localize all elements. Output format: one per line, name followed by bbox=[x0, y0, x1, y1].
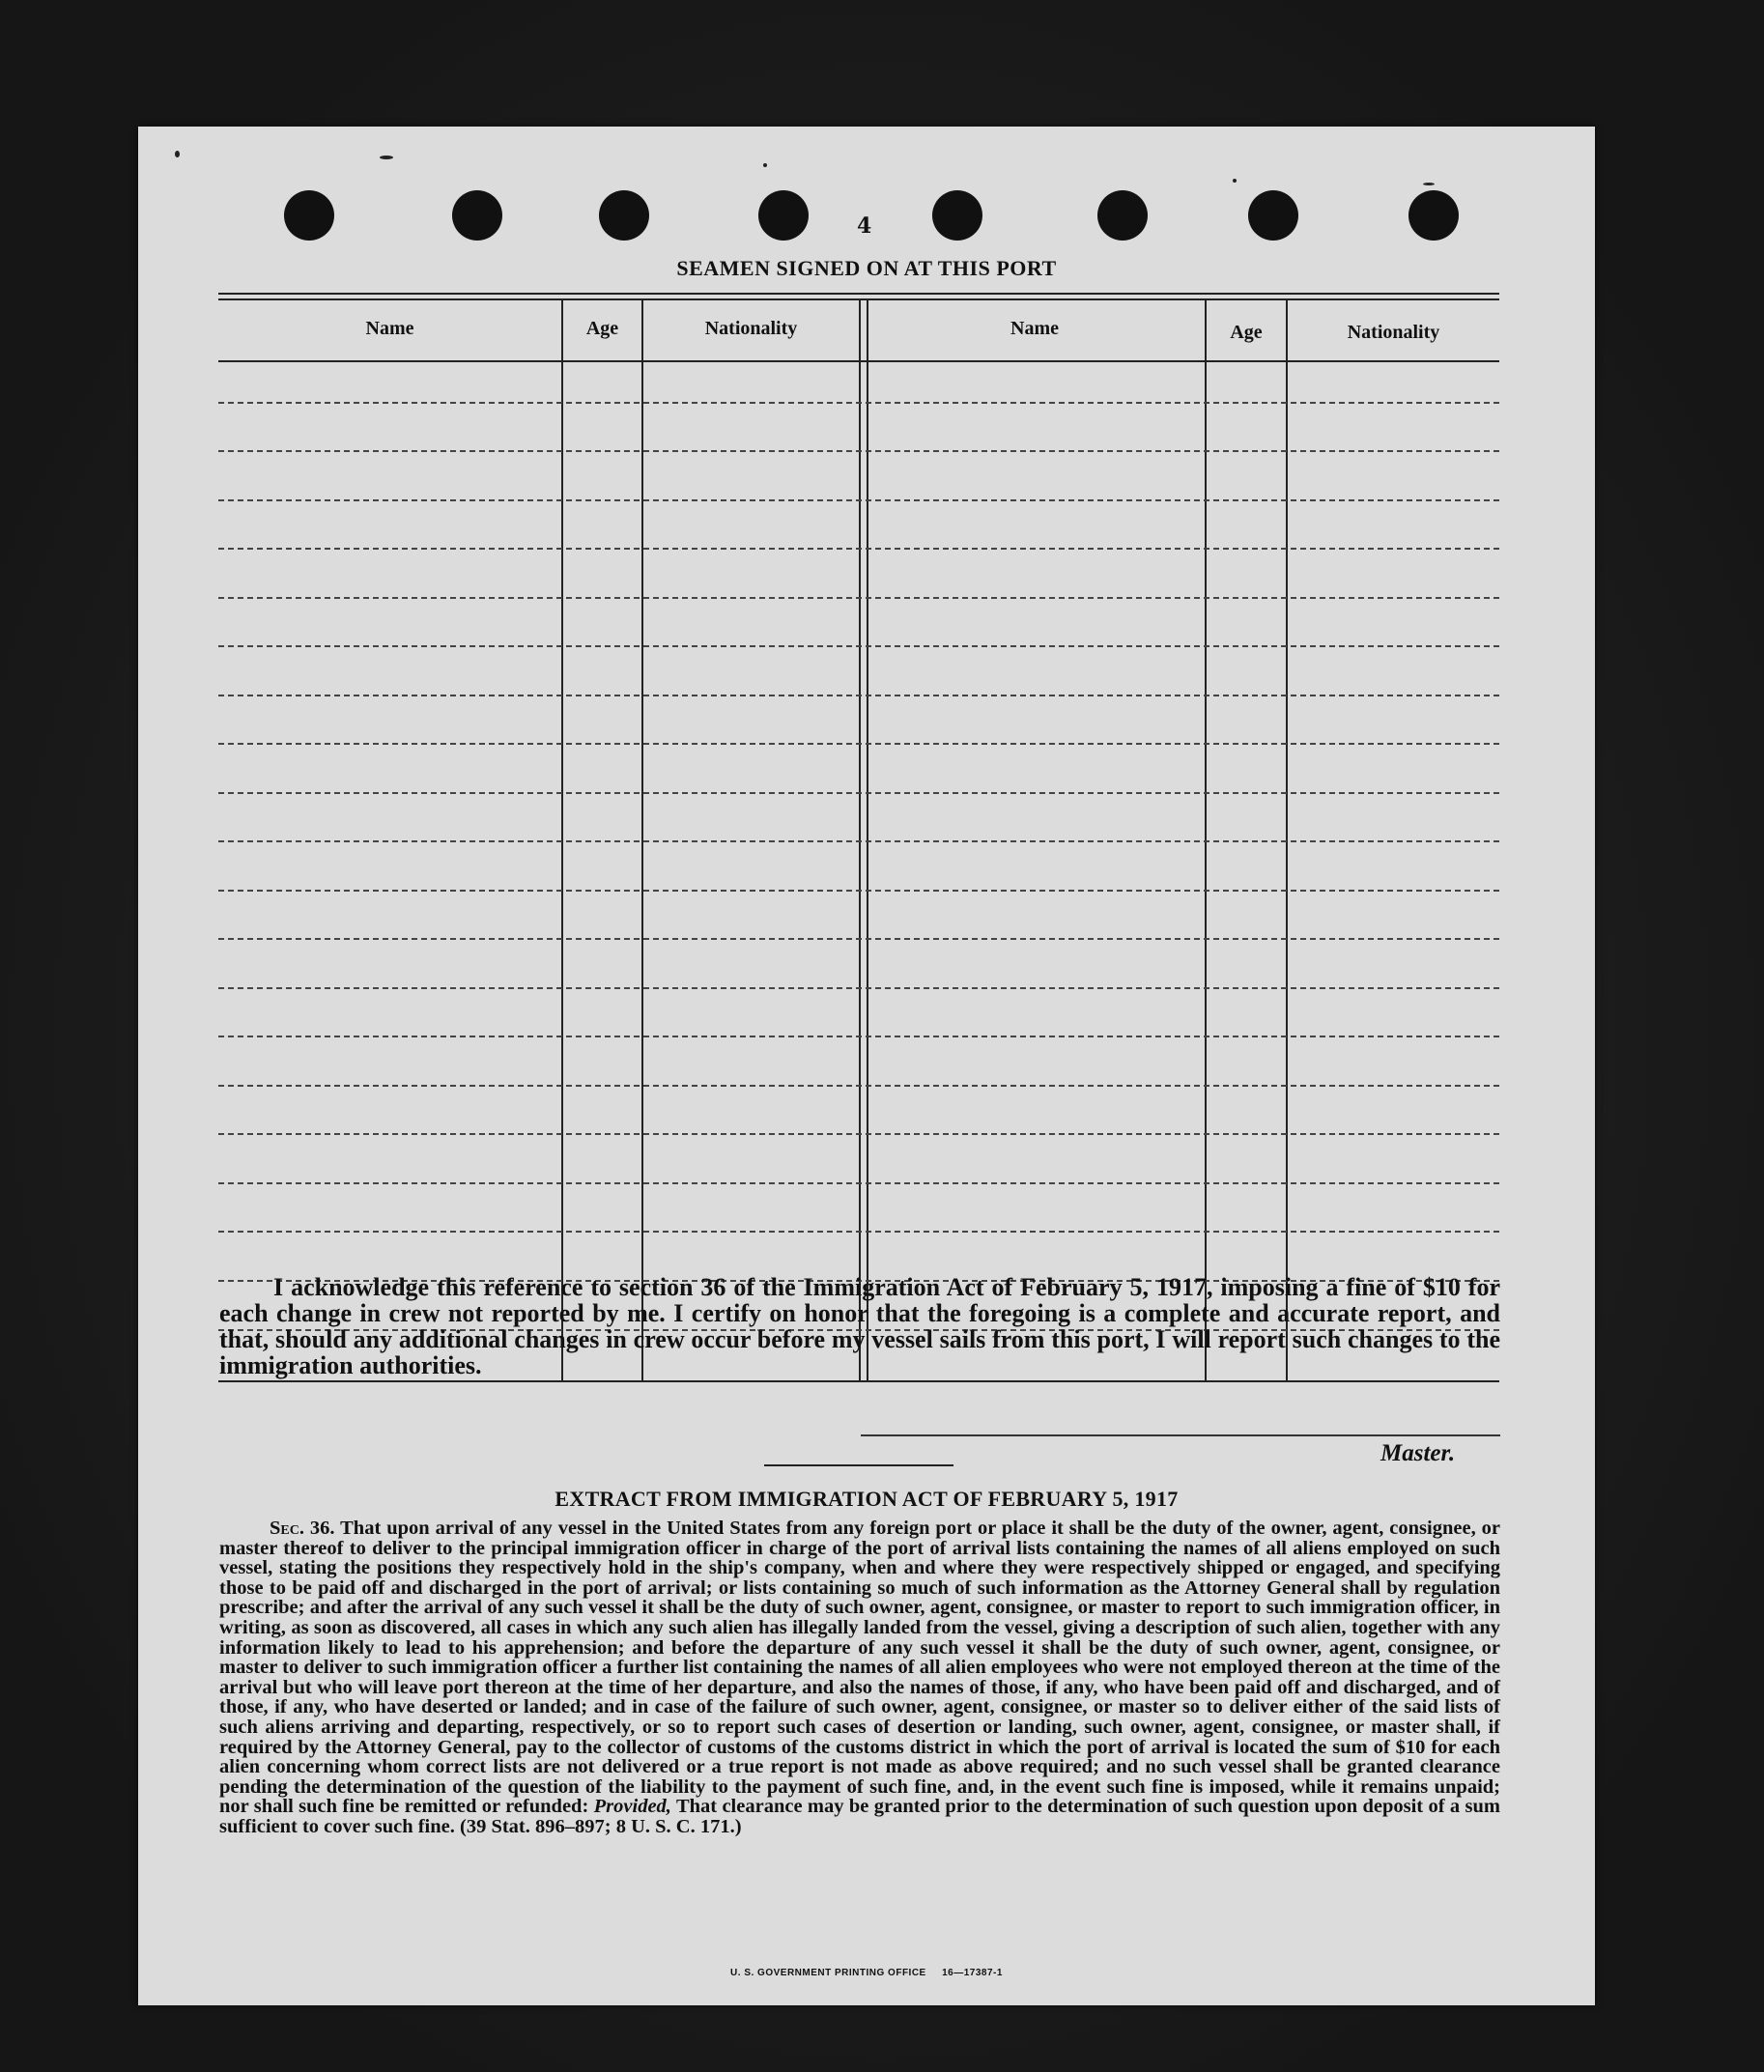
table-row bbox=[218, 1182, 1499, 1184]
printer-mark: U. S. GOVERNMENT PRINTING OFFICE 16—17387-1 bbox=[730, 1968, 1003, 1978]
master-signature-line bbox=[861, 1434, 1500, 1436]
column-header-age: Age bbox=[585, 318, 619, 339]
scan-speck bbox=[1423, 183, 1435, 185]
extract-text-part1: That upon arrival of any vessel in the United States from any foreign port or place it shall be the duty of the owner, agent, consignee, or master thereof to deliver to the principal immigration officer in charge of the port of arrival lists containing the names of all aliens employed on such vessel, stating the positions they respectively hold in the ship's company, when and where they were respectively shipped or engaged, and specifying those to be paid off and discharged in the port of arrival; or lists containing so much of such information as the Attorney General shall by regulation prescribe; and after the arrival of any such vessel it shall be the duty of such owner, agent, consignee, or master to report to such immigration officer, in writing, as soon as discovered, all cases in which any such alien has illegally landed from the vessel, giving a description of such alien, together with any information likely to lead to his apprehension; and before the departure of any such vessel it shall be the duty of such owner, agent, consignee, or master to deliver to such immigration officer a further list containing the names of all alien employees who were not employed thereon at the time of the arrival but who will leave port thereon at the time of her departure, and also the names of those, if any, who have been paid off and discharged, and of those, if any, who have deserted or landed; and in case of the failure of such owner, agent, consignee, or master so to deliver either of the said lists of such aliens arriving and departing, respectively, or so to report such cases of desertion or landing, such owner, agent, consignee, or master shall, if required by the Attorney General, pay to the collector of customs of the customs district in which the port of arrival is located the sum of $10 for each alien concerning whom correct lists are not delivered or a true report is not made as above required; and no such vessel shall be granted clearance pending the determination of the question of the liability to the payment of such fine, and, in the event such fine is imposed, while it remains unpaid; nor shall such fine be remitted or refunded: bbox=[219, 1518, 1500, 1818]
table-row bbox=[218, 695, 1499, 696]
crew-table bbox=[218, 293, 1499, 1384]
table-row bbox=[218, 499, 1499, 501]
table-row bbox=[218, 1036, 1499, 1037]
column-header-name: Name bbox=[1010, 318, 1059, 339]
extract-title: EXTRACT FROM IMMIGRATION ACT OF FEBRUARY 5, 1917 bbox=[555, 1487, 1179, 1511]
punch-hole bbox=[452, 190, 502, 241]
section-title: SEAMEN SIGNED ON AT THIS PORT bbox=[676, 256, 1057, 280]
scan-speck bbox=[175, 151, 180, 157]
provided-term: Provided, bbox=[593, 1796, 671, 1818]
page-number: 4 bbox=[857, 213, 872, 239]
scan-speck bbox=[380, 156, 393, 159]
master-label: Master. bbox=[1380, 1440, 1456, 1466]
punch-hole bbox=[932, 190, 982, 241]
table-row bbox=[218, 597, 1499, 599]
punch-hole bbox=[599, 190, 649, 241]
acknowledgement-body: I acknowledge this reference to section 36 of the Immigration Act of February 5, 1917, imposing a fine of $10 for each change in crew not reported by me. I certify on honor that the foregoing is a complete and accurate report, and that, should any additional changes in crew occur before my vessel sails from this port, I will report such changes to the immigration authorities. bbox=[219, 1273, 1500, 1379]
separator-rule bbox=[764, 1464, 953, 1466]
extract-body bbox=[219, 1519, 1500, 1837]
column-header-name: Name bbox=[365, 318, 414, 339]
form-page bbox=[138, 127, 1595, 2005]
table-row bbox=[218, 840, 1499, 842]
table-row bbox=[218, 987, 1499, 989]
table-row bbox=[218, 1085, 1499, 1087]
table-row bbox=[218, 938, 1499, 940]
column-header-nationality: Nationality bbox=[704, 318, 798, 339]
table-row bbox=[218, 548, 1499, 550]
table-row bbox=[218, 1133, 1499, 1135]
punch-hole bbox=[758, 190, 809, 241]
table-row bbox=[218, 1231, 1499, 1233]
table-row bbox=[218, 450, 1499, 452]
table-row bbox=[218, 402, 1499, 404]
punch-hole bbox=[284, 190, 334, 241]
extract-text-part2: That clearance may be granted prior to the determination of such question upon deposit of a sum sufficient to cover such fine. (39 Stat. 896–897; 8 U. S. C. 171.) bbox=[219, 1796, 1501, 1837]
table-row bbox=[218, 743, 1499, 745]
punch-hole bbox=[1248, 190, 1298, 241]
column-header-nationality: Nationality bbox=[1347, 322, 1440, 343]
acknowledgement-text bbox=[219, 1274, 1500, 1378]
section-label: Sec. 36. bbox=[270, 1518, 335, 1539]
scan-speck bbox=[1233, 179, 1237, 183]
table-row bbox=[218, 890, 1499, 892]
punch-hole bbox=[1097, 190, 1148, 241]
table-row bbox=[218, 792, 1499, 794]
punch-hole bbox=[1408, 190, 1459, 241]
column-header-age: Age bbox=[1230, 322, 1263, 343]
table-row bbox=[218, 645, 1499, 647]
scan-speck bbox=[763, 163, 767, 167]
table-top-rule bbox=[218, 293, 1499, 295]
